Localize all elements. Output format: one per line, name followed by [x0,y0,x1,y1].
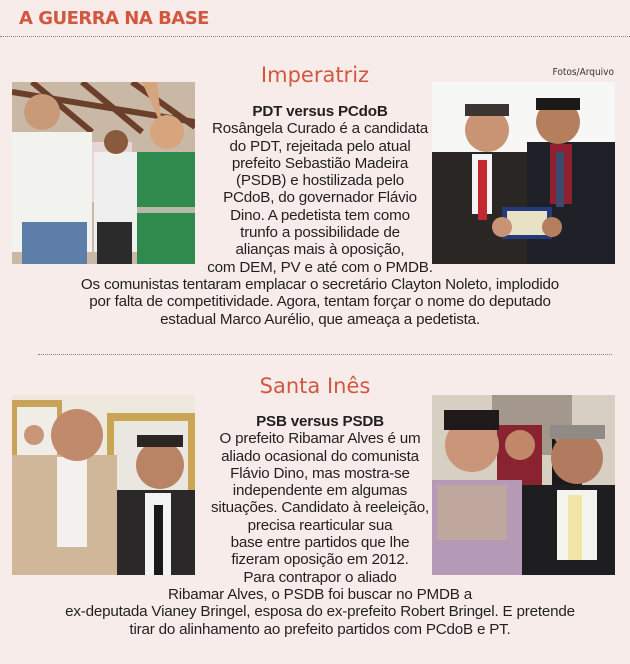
article-line: independente em algumas [232,482,408,500]
article-line: Ribamar Alves, o PSDB foi buscar no PMDB a [168,585,472,603]
top-divider [0,36,630,37]
article-line: Os comunistas tentaram emplacar o secretário Clayton Noleto, implodido [80,275,560,293]
article-line: tirar do alinhamento ao prefeito partidos com PCdoB e PT. [129,620,511,638]
article-line: com DEM, PV e até com o PMDB. [207,258,433,276]
article-line: precisa rearticular sua [247,516,393,534]
article-line: situações. Candidato à reeleição, [211,499,429,517]
article-line: fizeram oposição em 2012. [231,551,409,569]
article-line: base entre partidos que lhe [230,534,410,552]
article-line: trunfo a possibilidade de [240,224,400,242]
article-line: estadual Marco Aurélio, que ameaça a pedetista. [160,310,480,328]
article-headline: PSB versus PSDB [256,413,384,430]
article-headline: PDT versus PCdoB [252,103,388,120]
article-line: PCdoB, do governador Flávio [223,189,417,207]
photo-credit: Fotos/Arquivo [552,67,614,78]
article-line: Rosângela Curado é a candidata [211,120,429,138]
city-heading-imperatriz: Imperatriz [260,63,370,87]
article-line: Dino. A pedetista tem como [230,206,410,224]
article-line: prefeito Sebastião Madeira [231,154,409,172]
article-santa-ines-text [60,413,580,638]
article-line: aliado ocasional do comunista [221,447,419,465]
article-line: ex-deputada Vianey Bringel, esposa do ex-prefeito Robert Bringel. E pretende [65,603,575,621]
section-title: A GUERRA NA BASE [19,8,209,29]
mid-divider [38,354,612,355]
article-line: por falta de competitividade. Agora, tentam forçar o nome do deputado [89,293,551,311]
city-heading-santa-ines: Santa Inês [259,374,371,398]
article-imperatriz-text [60,103,580,328]
article-line: (PSDB) e hostilizada pelo [235,172,405,190]
article-line: O prefeito Ribamar Alves é um [219,430,421,448]
article-line: Flávio Dino, mas mostra-se [230,464,410,482]
article-line: do PDT, rejeitada pelo atual [229,137,411,155]
article-line: alianças mais à oposição, [235,241,405,259]
article-line: Para contrapor o aliado [243,568,397,586]
